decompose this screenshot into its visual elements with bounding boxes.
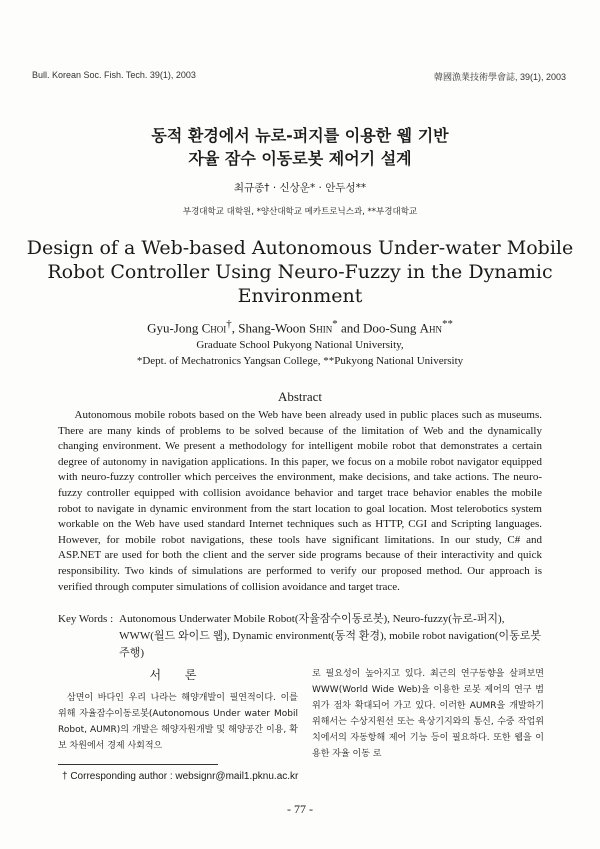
korean-authors: 최규종† · 신상운* · 안두성** — [233, 182, 367, 194]
english-affiliation-line-2: *Dept. of Mechatronics Yangsan College, **Pukyong National University — [136, 355, 464, 367]
author-3-mark: ** — [442, 318, 453, 330]
corresponding-author-footnote: † Corresponding author : websignr@mail1.pknu.ac.kr — [62, 771, 299, 782]
author-1-family: Choi — [201, 320, 227, 336]
keywords-text: Autonomous Underwater Mobile Robot(자율잠수이동로봇), Neuro-fuzzy(뉴로-퍼지), WWW(월드 와이드 웹), Dynamic environment(동적 환경), mobile robot navigation(이동로봇 주행) — [119, 613, 541, 659]
author-separator-2: and — [337, 320, 363, 336]
page-number: - 77 - — [287, 802, 313, 816]
keywords — [58, 611, 548, 662]
abstract-body: Autonomous mobile robots based on the Web have been already used in public places such as museums. There are many kinds of problems to be solved because of the limitation of Web and the dynamically changing environment. We present a methodology for intelligent mobile robot that demonstrates a certain degree of autonomy in navigation applications. In this paper, we focus on a mobile robot navigator equipped with neuro-fuzzy controller which perceives the environment, make decisions, and take actions. The neuro-fuzzy controller equipped with collision avoidance behavior and target trace behavior enables the mobile robot to navigate in dynamic environment from the start location to goal location. Most telerobotics system workable on the Web have used standard Internet techniques such as HTTP, CGI and Scripting languages. However, for mobile robot navigations, these tools have significant limitations. In our study, C# and ASP.NET are used for both the client and the server side programs because of their interactivity and quick responsibility. Two kinds of simulations are performed to verify our proposed method. Our approach is verified through computer simulations of collision avoidance and target trace. — [58, 409, 542, 593]
author-2-mark: * — [332, 318, 338, 330]
abstract-heading: Abstract — [277, 389, 323, 404]
english-title-line-3: Environment — [237, 285, 363, 307]
author-3-given: Doo-Sung — [362, 320, 420, 336]
korean-title-line-2: 자율 잠수 이동로봇 제어기 설계 — [188, 149, 412, 168]
english-title — [0, 236, 600, 308]
korean-title — [0, 124, 600, 170]
english-affiliation-line-1: Graduate School Pukyong National University, — [196, 339, 404, 351]
footnote-divider — [58, 764, 218, 765]
english-authors — [0, 318, 600, 336]
author-2-given: Shang-Woon — [238, 320, 310, 336]
author-2-family: Shin — [309, 320, 333, 336]
running-head — [32, 70, 566, 83]
introduction-right-column: 로 필요성이 높아지고 있다. 최근의 연구동향을 살펴보면 WWW(World Wide Web)을 이용한 로봇 제어의 연구 범위가 점차 확대되어 가고 있다. 이러한 AUMR을 개발하기 위해서는 수상지원선 또는 육상기지와의 통신, 수중 작업위치에서의 자동항해 제어 기능 등이 필요하다. 또한 웹을 이용한 자율 이동 로 — [312, 669, 544, 759]
english-title-line-2: Robot Controller Using Neuro-Fuzzy in the Dynamic — [47, 261, 553, 283]
section-heading-introduction: 서 론 — [149, 668, 207, 682]
english-title-line-1: Design of a Web-based Autonomous Under-water Mobile — [26, 237, 574, 259]
introduction-left-column: 삼면이 바다인 우리 나라는 해양개발이 필연적이다. 이를 위해 자율잠수이동로봇(Autonomous Under water Mobil Robot, AUMR)의 개발은 해양자원개발 및 해양공간 이용, 확보 차원에서 경제 사회적으 — [58, 693, 298, 751]
author-1-mark: † — [226, 318, 232, 330]
journal-citation-kr: 韓國漁業技術學會誌, 39(1), 2003 — [433, 72, 566, 82]
korean-affiliation: 부경대학교 대학원, *양산대학교 메카트로닉스과, **부경대학교 — [182, 207, 418, 217]
author-1-given: Gyu-Jong — [147, 320, 202, 336]
author-3-family: Ahn — [419, 320, 443, 336]
keywords-label: Key Words : — [58, 613, 114, 625]
english-affiliation — [0, 337, 600, 369]
author-separator-1: , — [231, 320, 239, 336]
korean-title-line-1: 동적 환경에서 뉴로-퍼지를 이용한 웹 기반 — [151, 126, 449, 145]
journal-citation-en: Bull. Korean Soc. Fish. Tech. 39(1), 2003 — [32, 70, 196, 80]
